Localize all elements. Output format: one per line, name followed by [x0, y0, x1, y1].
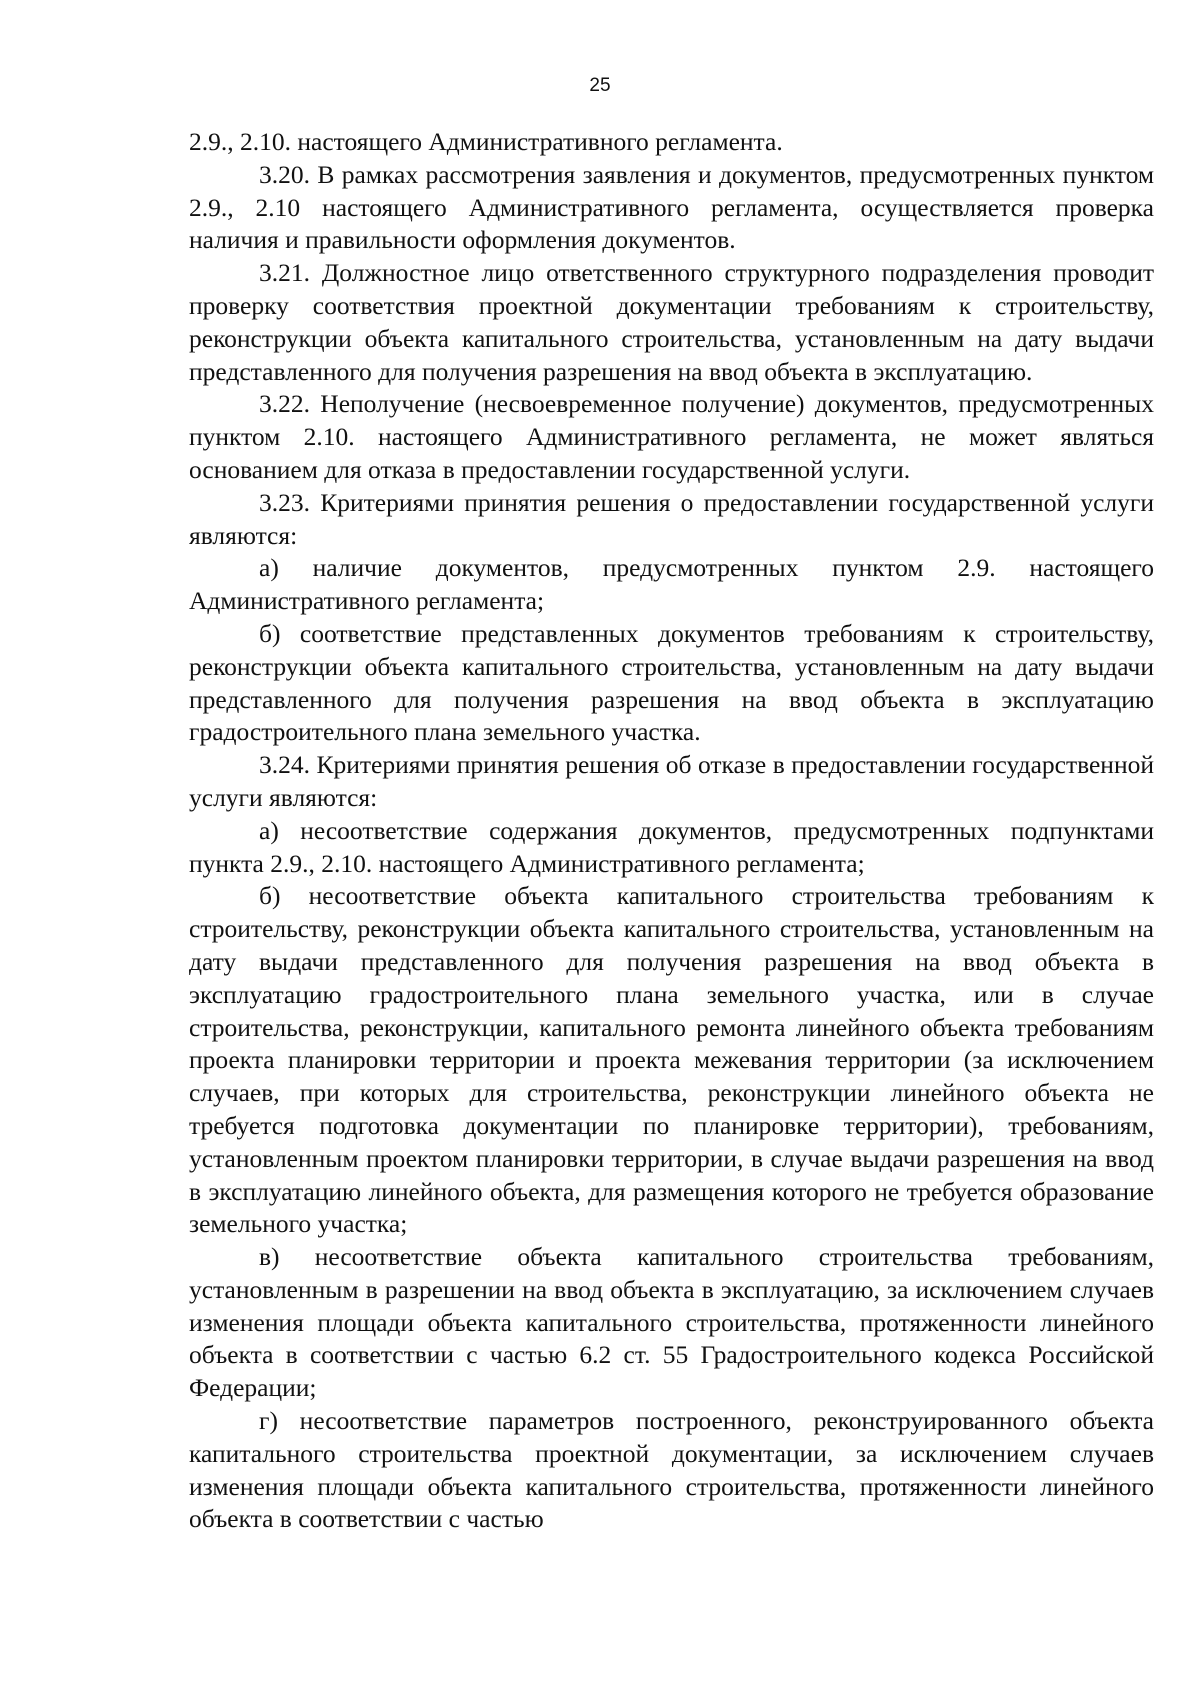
paragraph-3-24-v: в) несоответствие объекта капитального строительства требованиям, установленным в разрешении на ввод объекта в эксплуатацию, за исключением случаев изменения площади объекта капитального строительства, протяженности линейного объекта в соответствии с частью 6.2 ст. 55 Градостроительного кодекса Российской Федерации; — [189, 1242, 1154, 1403]
paragraph-3-23-b: б) соответствие представленных документов требованиям к строительству, реконструкции объекта капитального строительства, установленным на дату выдачи представленного для получения разрешения на ввод объекта в эксплуатацию градостроительного плана земельного участка. — [189, 618, 1154, 747]
paragraph-3-24-b: б) несоответствие объекта капитального строительства требованиям к строительству, реконструкции объекта капитального строительства, установленным на дату выдачи представленного для получения разрешения на ввод объекта в эксплуатацию градостроительного плана земельного участка, или в случае строительства, реконструкции, капитального ремонта линейного объекта требованиям проекта планировки территории и проекта межевания территории (за исключением случаев, при которых для строительства, реконструкции линейного объекта не требуется подготовка документации по планировке территории), требованиям, установленным проектом планировки территории, в случае выдачи разрешения на ввод в эксплуатацию линейного объекта, для размещения которого не требуется образование земельного участка; — [189, 881, 1154, 1239]
document-body — [189, 126, 1154, 1536]
paragraph-3-22: 3.22. Неполучение (несвоевременное получение) документов, предусмотренных пунктом 2.10. настоящего Административного регламента, не может являться основанием для отказа в предоставлении государственной услуги. — [189, 389, 1154, 484]
paragraph-3-21: 3.21. Должностное лицо ответственного структурного подразделения проводит проверку соответствия проектной документации требованиям к строительству, реконструкции объекта капитального строительства, установленным на дату выдачи представленного для получения разрешения на ввод объекта в эксплуатацию. — [189, 258, 1154, 386]
paragraph-3-24-a: а) несоответствие содержания документов, предусмотренных подпунктами пункта 2.9., 2.10. настоящего Административного регламента; — [189, 815, 1154, 878]
paragraph-3-23-a: а) наличие документов, предусмотренных пунктом 2.9. настоящего Административного регламента; — [189, 553, 1154, 616]
paragraph-3-24-g: г) несоответствие параметров построенного, реконструированного объекта капитального строительства проектной документации, за исключением случаев изменения площади объекта капитального строительства, протяженности линейного объекта в соответствии с частью — [189, 1406, 1154, 1534]
paragraph-3-24: 3.24. Критериями принятия решения об отказе в предоставлении государственной услуги являются: — [189, 750, 1154, 812]
paragraph-continuation: 2.9., 2.10. настоящего Административного регламента. — [189, 127, 783, 156]
paragraph-3-23: 3.23. Критериями принятия решения о предоставлении государственной услуги являются: — [189, 487, 1154, 550]
paragraph-3-20: 3.20. В рамках рассмотрения заявления и документов, предусмотренных пунктом 2.9., 2.10 настоящего Административного регламента, осуществляется проверка наличия и правильности оформления документов. — [189, 159, 1154, 255]
page-number: 25 — [589, 75, 611, 96]
